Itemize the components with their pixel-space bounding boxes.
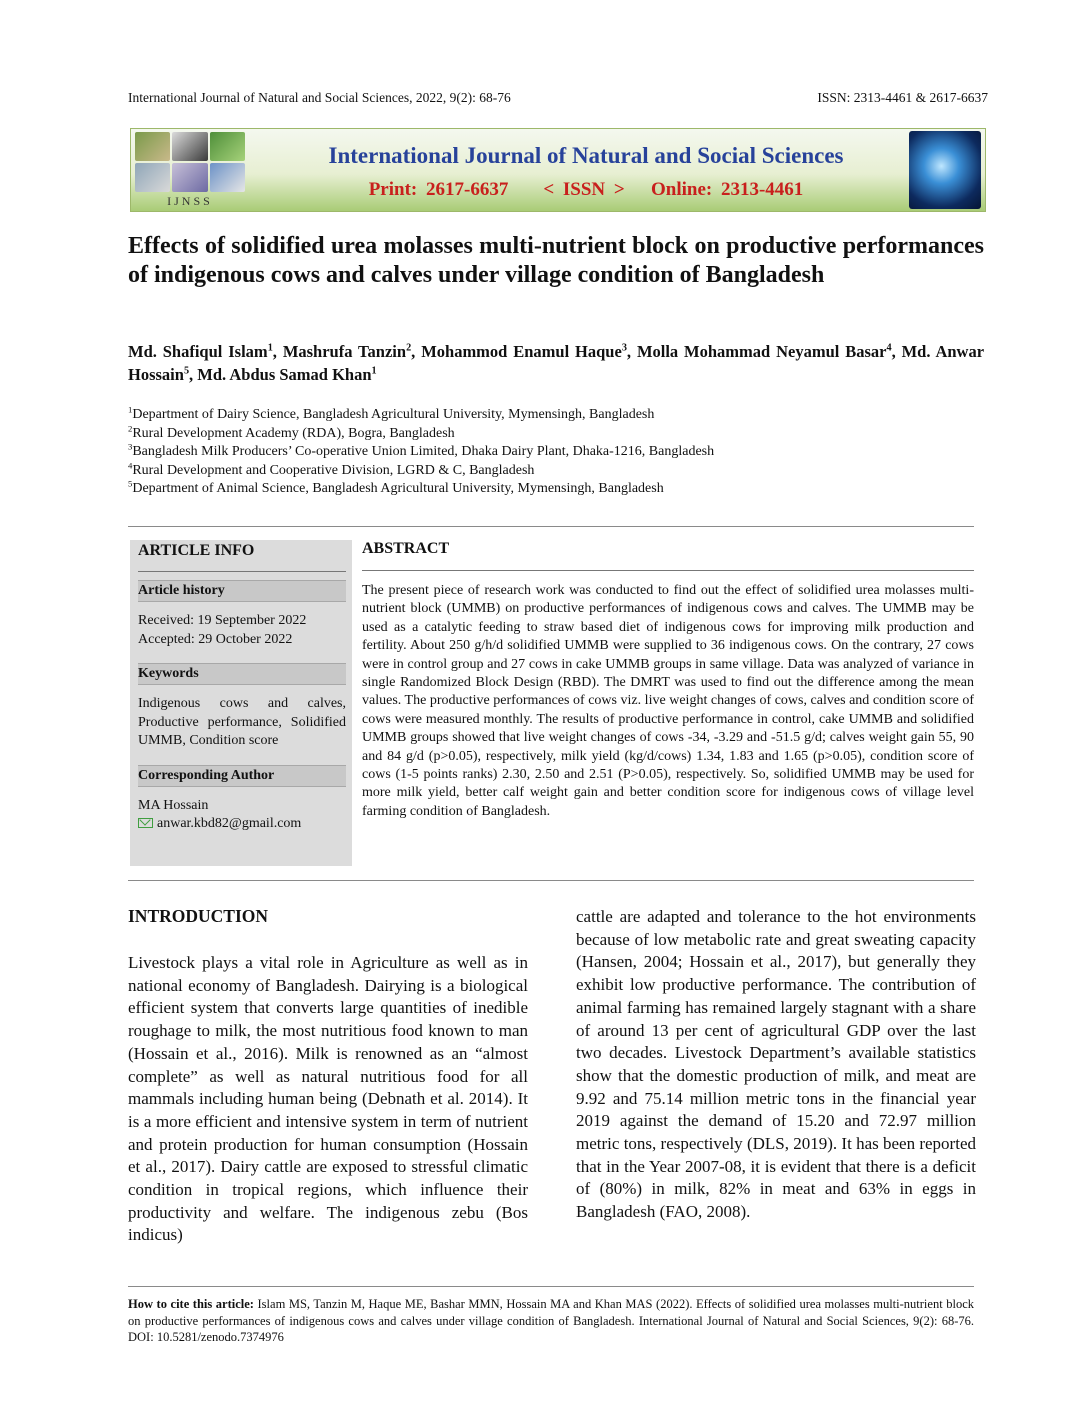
abstract-heading: ABSTRACT — [362, 540, 974, 571]
introduction-column-1: Livestock plays a vital role in Agriculture as well as in national economy of Bangladesh. Dairying is a biological efficient system that converts large quantities of inedible roughage to milk, the most nutritious food known to man (Hossain et al., 2016). Milk is renowned as an “almost complete” as well as natural nutritious food for all mammals including human being (Debnath et al. 2014). It is a more efficient and intensive system in term of nutrient and protein production for human consumption (Hossain et al., 2017). Dairy cattle are exposed to stressful climatic condition in tropical regions, which influence their productivity and welfare. The indigenous zebu (Bos indicus) — [128, 953, 528, 1245]
author-affiliation: 1 — [267, 342, 273, 354]
author-affiliation: 1 — [371, 365, 377, 377]
banner-image-collage — [135, 132, 245, 208]
divider-middle — [128, 880, 974, 881]
abstract-text: The present piece of research work was conducted to find out the effect of solidified urea molasses multi-nutrient block (UMMB) on productive performances of indigenous cows and calves. The UMMB may be used as a catalytic feeding to straw based diet of indigenous cows for improving milk production and fertility. About 250 g/h/d solidified UMMB were supplied to 36 indigenous cows. On the contrary, 27 cows were in control group and 27 cows in cake UMMB groups in same village. Data was analyzed of variance in single Randomized Block Design (RBD). The DMRT was used to find out the difference among the mean values. The productive performances of cows viz. live weight changes of cows, calves and condition score of cows were measured monthly. The results of productive performance in control, cake UMMB and solidified UMMB groups showed that live weight changes of cows -34, -3.29 and -51.5 g/d; calves weight gain 55, 90 and 84 g/d (p>0.05), respectively, milk yield (kg/d/cows) 1.34, 1.83 and 1.65 (p>0.05), condition score of cows (1-5 points ranks) 2.30, 2.50 and 2.51 (P>0.05), respectively. So, solidified UMMB may be used for more milk yield, better calf weight gain and better condition score for indigenous cows of village level farming condition of Bangladesh. — [362, 583, 974, 819]
lab-photo-icon — [210, 163, 245, 192]
cattle-photo-icon — [172, 132, 207, 161]
introduction-heading: INTRODUCTION — [128, 906, 269, 926]
email-icon — [138, 818, 153, 828]
affiliation-number: 3 — [128, 441, 133, 452]
corresponding-author-heading: Corresponding Author — [138, 765, 346, 787]
author-name: Molla Mohammad Neyamul Basar — [636, 342, 887, 361]
author-name: Md. Shafiqul Islam — [128, 342, 268, 361]
leaf-photo-icon — [210, 132, 245, 161]
article-history-heading: Article history — [138, 580, 346, 602]
affiliation-number: 1 — [128, 404, 133, 415]
affiliation-item — [128, 443, 988, 462]
citation-text: Islam MS, Tanzin M, Haque ME, Bashar MMN, Hossain MA and Khan MAS (2022). Effects of solidified urea molasses multi-nutrient block on productive performances of indigenous cows and calves under village condition of Bangladesh. International Journal of Natural and Social Sciences, 9(2): 68-76. DOI: 10.5281/zenodo.7374976 — [128, 1297, 974, 1344]
received-date: Received: 19 September 2022 — [138, 613, 307, 628]
running-header-journal: International Journal of Natural and Social Sciences, 2022, 9(2): 68-76 — [128, 90, 511, 105]
banner-issn: Print: 2617-6637 < ISSN > Online: 2313-4461 — [368, 179, 804, 200]
article-title: Effects of solidified urea molasses multi-nutrient block on productive performances of indigenous cows and calves under village condition of Bangladesh — [128, 233, 984, 288]
affiliation-number: 4 — [128, 459, 133, 470]
corresponding-author-email[interactable]: anwar.kbd82@gmail.com — [157, 816, 302, 831]
molecule-globe-icon — [909, 131, 981, 209]
affiliation-text: Department of Animal Science, Bangladesh Agricultural University, Mymensingh, Bangladesh — [132, 481, 664, 496]
introduction-column-2: cattle are adapted and tolerance to the hot environments because of low metabolic rate and great sweating capacity (Hansen, 2004; Hossain et al., 2017), but generally they exhibit low productive performance. The contribution of animal farming has remained largely stagnant with a share of around 13 per cent of agricultural GDP over the last two decades. Livestock Department’s available statistics show that the domestic production of milk, and meat are 9.92 and 75.14 million metric tons in the financial year 2019 against the demand of 15.20 and 72.97 million metric tons, respectively (DLS, 2019). It has been reported that in the Year 2007-08, it is evident that there is a deficit of (80%) in milk, 82% in meat and 63% in eggs in Bangladesh (FAO, 2008). — [576, 907, 976, 1222]
affiliation-text: Rural Development and Cooperative Division, LGRD & C, Bangladesh — [132, 462, 535, 478]
author-affiliation: 5 — [183, 365, 190, 377]
affiliation-item — [128, 459, 988, 481]
corresponding-author — [138, 787, 346, 840]
author-name: Mohammod Enamul Haque — [421, 342, 622, 361]
author-list: Md. Shafiqul Islam$^1$, Mashrufa Tanzin$^2$, Mohammod Enamul Haque$^3$, Molla Mohammad Neyamul Basar$^4$, Md. Anwar Hossain$^5$, Md. Abdus Samad Khan$^1$ — [128, 342, 985, 384]
running-header — [128, 90, 988, 106]
running-header-issn: ISSN: 2313-4461 & 2617-6637 — [817, 90, 988, 105]
affiliation-item — [128, 480, 988, 499]
divider-footer — [128, 1286, 974, 1287]
accepted-date: Accepted: 29 October 2022 — [138, 631, 293, 647]
author-name: Md. Anwar Hossain — [128, 342, 985, 384]
article-info-heading: ARTICLE INFO — [138, 542, 346, 572]
article-history — [138, 602, 346, 655]
citation-note — [128, 1296, 974, 1346]
affiliation-number: 5 — [128, 478, 133, 489]
affiliation-text: Bangladesh Milk Producers’ Co-operative Union Limited, Dhaka Dairy Plant, Dhaka-1216, Bangladesh — [132, 444, 715, 459]
author-name: Mashrufa Tanzin — [282, 342, 407, 361]
affiliation-item — [128, 422, 988, 444]
divider-top — [128, 526, 974, 527]
people-photo-icon — [172, 163, 207, 192]
author-name: Md. Abdus Samad Khan — [197, 365, 372, 384]
journal-acronym: IJNSS — [167, 194, 213, 208]
plant-photo-icon — [135, 132, 170, 161]
author-affiliation: 4 — [886, 342, 892, 354]
banner-journal-name: International Journal of Natural and Social Sciences — [328, 143, 844, 168]
affiliation-number: 2 — [128, 422, 133, 433]
corresponding-author-email-row — [138, 815, 346, 834]
affiliation-item — [128, 406, 988, 425]
affiliation-text: Rural Development Academy (RDA), Bogra, Bangladesh — [132, 425, 455, 441]
journal-banner — [130, 128, 986, 212]
citation-label: How to cite this article: — [128, 1297, 254, 1311]
author-affiliation: 2 — [406, 342, 412, 354]
affiliation-text: Department of Dairy Science, Bangladesh Agricultural University, Mymensingh, Bangladesh — [132, 407, 655, 422]
keywords: Indigenous cows and calves, Productive performance, Solidified UMMB, Condition score — [138, 696, 346, 748]
article-info-panel — [130, 540, 352, 866]
author-affiliation: 3 — [621, 342, 627, 354]
fish-photo-icon — [135, 163, 170, 192]
affiliation-list — [128, 406, 988, 499]
corresponding-author-name: MA Hossain — [138, 797, 209, 813]
keywords-heading: Keywords — [138, 663, 346, 685]
